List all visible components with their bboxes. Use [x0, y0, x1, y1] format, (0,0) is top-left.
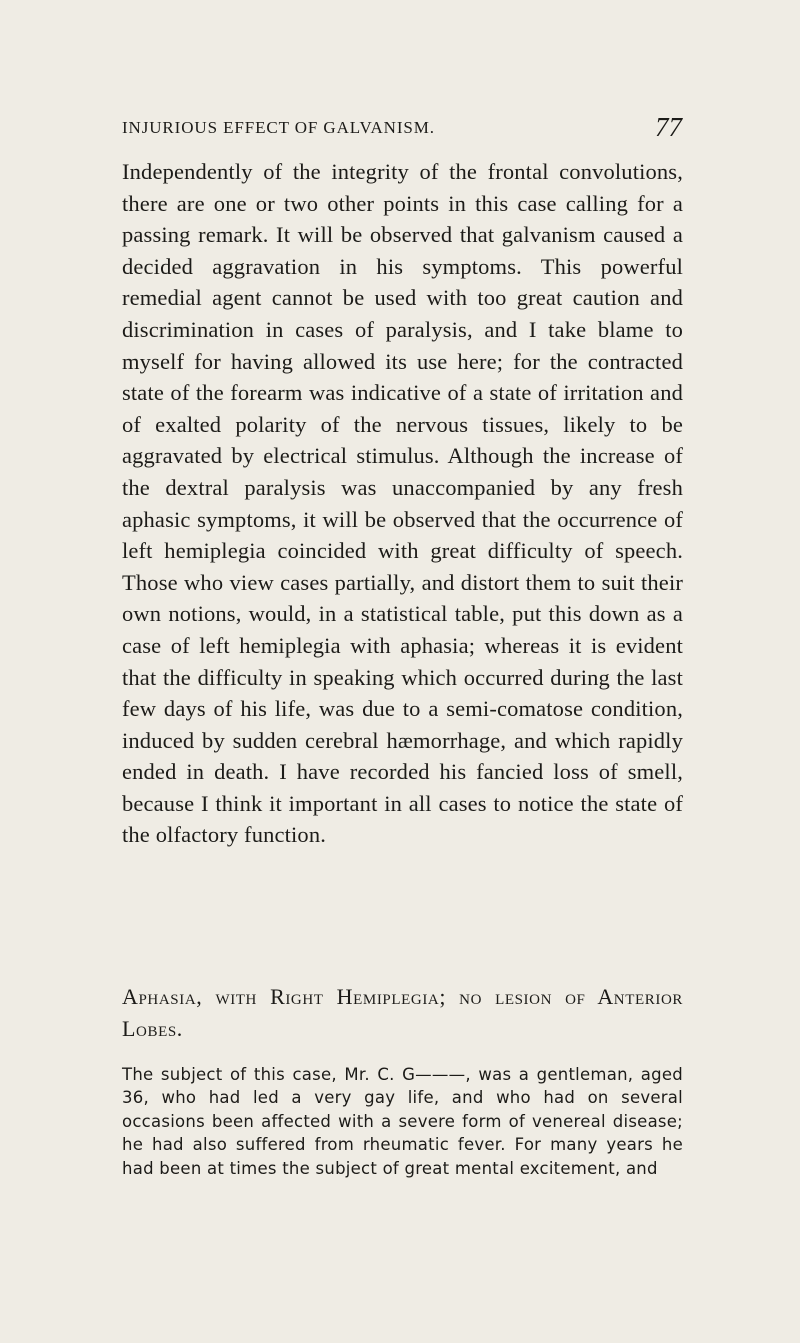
- running-title: INJURIOUS EFFECT OF GALVANISM.: [122, 118, 435, 137]
- body-paragraph: Independently of the integrity of the frontal convolutions, there are one or two other points in this case calling for a passing remark. It will be observed that galvanism caused a decided aggravation in his symptoms. This powerful remedial agent cannot be used with too great caution and discrimination in cases of paralysis, and I take blame to myself for having allowed its use here; for the contracted state of the forearm was indicative of a state of irritation and of exalted polarity of the nervous tissues, likely to be aggravated by electrical stimulus. Although the increase of the dextral paralysis was unaccompanied by any fresh aphasic symptoms, it will be observed that the occurrence of left hemiplegia coincided with great difficulty of speech. Those who view cases partially, and distort them to suit their own notions, would, in a statistical table, put this down as a case of left hemiplegia with aphasia; whereas it is evident that the difficulty in speaking which occurred during the last few days of his life, was due to a semi-comatose condition, induced by sudden cerebral hæmorrhage, and which rapidly ended in death. I have recorded his fancied loss of smell, because I think it important in all cases to notice the state of the olfactory function.: [122, 159, 683, 848]
- running-head: [122, 112, 682, 148]
- section-heading: Aphasia, with Right Hemiplegia; no lesion of Anterior Lobes.: [122, 984, 683, 1041]
- page-number: 77: [655, 112, 682, 142]
- case-paragraph: The subject of this case, Mr. C. G———, was a gentleman, aged 36, who had led a very gay life, and who had on several occasions been affected with a severe form of venereal disease; he had also suffered from rheumatic fever. For many years he had been at times the subject of great mental excitement, and: [122, 1065, 683, 1178]
